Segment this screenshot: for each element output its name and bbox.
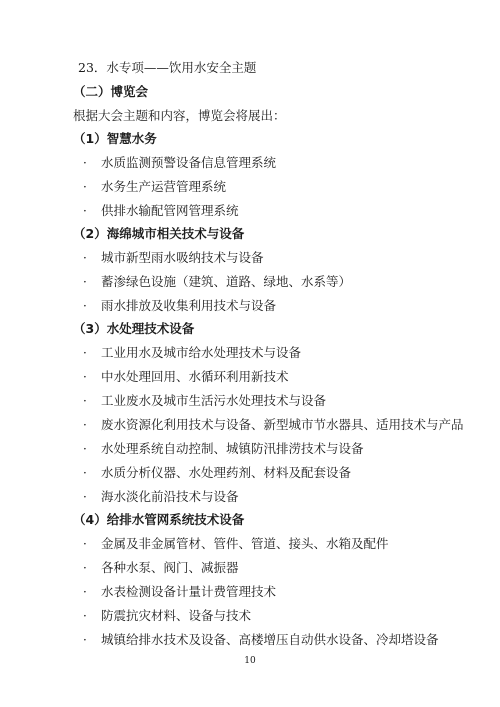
- list-item-text: 防震抗灾材料、设备与技术: [101, 608, 252, 623]
- list-item-text: 水务生产运营管理系统: [101, 179, 227, 194]
- bullet-icon: ·: [83, 370, 87, 384]
- list-item-text: 雨水排放及收集利用技术与设备: [101, 298, 277, 313]
- list-item-text: 废水资源化利用技术与设备、新型城市节水器具、适用技术与产品: [101, 417, 464, 432]
- bullet-icon: ·: [83, 251, 87, 265]
- list-item-text: 城镇给排水技术及设备、高楼增压自动供水设备、冷却塔设备: [101, 632, 439, 647]
- list-item-text: 金属及非金属管材、管件、管道、接头、水箱及配件: [101, 536, 389, 551]
- group-title-water-treatment: （3）水处理技术设备: [73, 321, 195, 336]
- list-item-text: 海水淡化前沿技术与设备: [101, 489, 239, 504]
- bullet-icon: ·: [83, 156, 87, 170]
- list-item-text: 工业废水及城市生活污水处理技术与设备: [101, 393, 327, 408]
- group-title-smart-water: （1）智慧水务: [73, 131, 157, 146]
- bullet-icon: ·: [83, 204, 87, 218]
- bullet-icon: ·: [83, 180, 87, 194]
- bullet-icon: ·: [83, 394, 87, 408]
- bullet-icon: ·: [83, 490, 87, 504]
- group-title-pipe-network: （4）给排水管网系统技术设备: [73, 512, 245, 527]
- list-item-text: 水质分析仪器、水处理药剂、材料及配套设备: [101, 465, 352, 480]
- heading-23: 23．水专项——饮用水安全主题: [78, 60, 257, 75]
- bullet-icon: ·: [83, 299, 87, 313]
- intro-paragraph: 根据大会主题和内容，博览会将展出：: [73, 108, 286, 123]
- bullet-icon: ·: [83, 442, 87, 456]
- page-number: 10: [244, 656, 256, 666]
- bullet-icon: ·: [83, 418, 87, 432]
- bullet-icon: ·: [83, 561, 87, 575]
- group-title-sponge-city: （2）海绵城市相关技术与设备: [73, 226, 245, 241]
- list-item-text: 蓄渗绿色设施（建筑、道路、绿地、水系等）: [101, 274, 352, 289]
- list-item-text: 工业用水及城市给水处理技术与设备: [101, 345, 302, 360]
- bullet-icon: ·: [83, 346, 87, 360]
- list-item-text: 水质监测预警设备信息管理系统: [101, 155, 277, 170]
- list-item-text: 水表检测设备计量计费管理技术: [101, 584, 277, 599]
- bullet-icon: ·: [83, 609, 87, 623]
- section-heading-expo: （二）博览会: [73, 84, 149, 99]
- bullet-icon: ·: [83, 275, 87, 289]
- bullet-icon: ·: [83, 466, 87, 480]
- list-item-text: 水处理系统自动控制、城镇防汛排涝技术与设备: [101, 441, 364, 456]
- list-item-text: 城市新型雨水吸纳技术与设备: [101, 250, 264, 265]
- list-item-text: 中水处理回用、水循环利用新技术: [101, 369, 289, 384]
- bullet-icon: ·: [83, 585, 87, 599]
- list-item-text: 供排水输配管网管理系统: [101, 203, 239, 218]
- bullet-icon: ·: [83, 537, 87, 551]
- bullet-icon: ·: [83, 633, 87, 647]
- list-item-text: 各种水泵、阀门、减振器: [101, 560, 239, 575]
